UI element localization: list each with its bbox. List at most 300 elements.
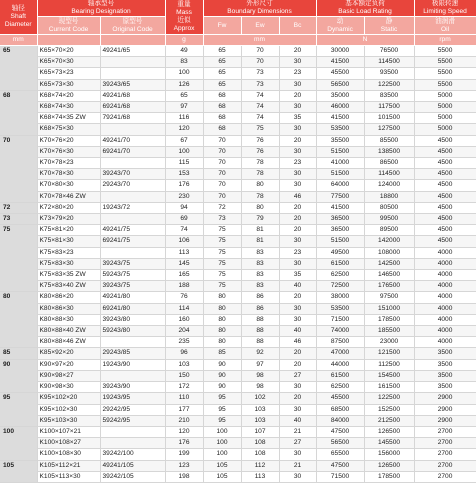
- bc: 30: [279, 404, 316, 415]
- static-load: 152500: [364, 404, 414, 415]
- ew: 112: [241, 460, 279, 471]
- mass: 199: [165, 449, 203, 460]
- ew: 83: [241, 247, 279, 258]
- speed-header: 极限转速 Limiting Speed: [414, 0, 476, 17]
- ew: 97: [241, 359, 279, 370]
- original-code: 69241/70: [100, 146, 165, 157]
- bc: 27: [279, 370, 316, 381]
- table-row: [0, 102, 476, 113]
- mass: 115: [165, 158, 203, 169]
- bc: 30: [279, 382, 316, 393]
- current-code: K65×73×23: [37, 68, 100, 79]
- dynamic-load: 74000: [316, 326, 364, 337]
- fw: 65: [203, 57, 241, 68]
- dims-unit: mm: [203, 35, 316, 46]
- ew: 88: [241, 314, 279, 325]
- table-row: [0, 68, 476, 79]
- dynamic-load: 84000: [316, 415, 364, 426]
- fw: 70: [203, 158, 241, 169]
- mass: 114: [165, 303, 203, 314]
- table-row: [0, 460, 476, 471]
- static-load: 178500: [364, 314, 414, 325]
- dynamic-load: 46000: [316, 102, 364, 113]
- dynamic-load: 56500: [316, 79, 364, 90]
- current-code: K80×86×20: [37, 292, 100, 303]
- original-code-header: 原型号 Original Code: [100, 17, 165, 35]
- original-code: [100, 438, 165, 449]
- original-code: [100, 68, 165, 79]
- original-code: 29243/70: [100, 180, 165, 191]
- static-load: 126500: [364, 426, 414, 437]
- bc: 20: [279, 202, 316, 213]
- original-code: 39243/70: [100, 169, 165, 180]
- limiting-speed: 3500: [414, 348, 476, 359]
- bc: 30: [279, 236, 316, 247]
- table-row: [0, 270, 476, 281]
- mass: 176: [165, 180, 203, 191]
- limiting-speed: 2700: [414, 460, 476, 471]
- shaft-unit: mm: [0, 35, 37, 46]
- original-code: 69241/75: [100, 236, 165, 247]
- limiting-speed: 4000: [414, 292, 476, 303]
- mass: 83: [165, 57, 203, 68]
- current-code: K90×98×30: [37, 382, 100, 393]
- mass: 165: [165, 270, 203, 281]
- mass: 177: [165, 404, 203, 415]
- bc: 35: [279, 270, 316, 281]
- limiting-speed: 2700: [414, 438, 476, 449]
- limiting-speed: 2700: [414, 449, 476, 460]
- original-code: 39243/65: [100, 79, 165, 90]
- static-load: 85500: [364, 135, 414, 146]
- static-load: 114500: [364, 169, 414, 180]
- original-code: [100, 124, 165, 135]
- mass-header: 重量 Mass 近似 Approx: [165, 0, 203, 35]
- shaft-diameter: 72: [0, 202, 37, 213]
- table-row: [0, 281, 476, 292]
- fw: 90: [203, 359, 241, 370]
- current-code: K95×102×20: [37, 393, 100, 404]
- limiting-speed: 4500: [414, 169, 476, 180]
- current-code: K70×78×46 ZW: [37, 191, 100, 202]
- limiting-speed: 4500: [414, 202, 476, 213]
- mass: 120: [165, 426, 203, 437]
- limiting-speed: 4000: [414, 337, 476, 348]
- fw: 75: [203, 270, 241, 281]
- fw: 85: [203, 348, 241, 359]
- original-code: 39243/90: [100, 382, 165, 393]
- bc: 30: [279, 124, 316, 135]
- limiting-speed: 2700: [414, 426, 476, 437]
- limiting-speed: 4500: [414, 225, 476, 236]
- mass: 69: [165, 214, 203, 225]
- ew: 80: [241, 202, 279, 213]
- current-code: K65×73×30: [37, 79, 100, 90]
- dynamic-load: 49500: [316, 247, 364, 258]
- fw: 70: [203, 180, 241, 191]
- dynamic-load: 41500: [316, 202, 364, 213]
- dynamic-load: 65500: [316, 449, 364, 460]
- dims-header: 外形尺寸 Boundary Dimensions: [203, 0, 316, 17]
- current-code: K70×80×30: [37, 180, 100, 191]
- ew: 103: [241, 415, 279, 426]
- current-code: K80×88×40 ZW: [37, 326, 100, 337]
- shaft-diameter: 90: [0, 359, 37, 393]
- original-code: 29243/85: [100, 348, 165, 359]
- static-header: 静 Static: [364, 17, 414, 35]
- ew: 98: [241, 370, 279, 381]
- bc: 30: [279, 79, 316, 90]
- table-row: [0, 258, 476, 269]
- mass: 106: [165, 236, 203, 247]
- bc-header: Bc: [279, 17, 316, 35]
- table-body: [0, 46, 476, 483]
- static-load: 146500: [364, 270, 414, 281]
- table-row: [0, 359, 476, 370]
- table-row: [0, 191, 476, 202]
- current-code: K65×70×20: [37, 46, 100, 57]
- static-load: 89500: [364, 225, 414, 236]
- fw: 70: [203, 146, 241, 157]
- oil-header: 油润滑 Oil: [414, 17, 476, 35]
- fw: 90: [203, 370, 241, 381]
- ew: 78: [241, 169, 279, 180]
- ew: 79: [241, 214, 279, 225]
- current-code: K75×83×35 ZW: [37, 270, 100, 281]
- static-load: 142500: [364, 258, 414, 269]
- bc: 46: [279, 191, 316, 202]
- fw: 95: [203, 415, 241, 426]
- static-load: 185500: [364, 326, 414, 337]
- dynamic-load: 51500: [316, 169, 364, 180]
- mass: 113: [165, 247, 203, 258]
- table-row: [0, 415, 476, 426]
- mass: 100: [165, 146, 203, 157]
- fw: 95: [203, 393, 241, 404]
- dynamic-load: 36500: [316, 225, 364, 236]
- bc: 30: [279, 303, 316, 314]
- mass: 94: [165, 202, 203, 213]
- fw: 105: [203, 471, 241, 482]
- table-row: [0, 337, 476, 348]
- ew: 81: [241, 236, 279, 247]
- ew: 83: [241, 281, 279, 292]
- ew: 83: [241, 258, 279, 269]
- current-code: K100×107×21: [37, 426, 100, 437]
- shaft-diameter: 73: [0, 214, 37, 225]
- fw: 70: [203, 191, 241, 202]
- fw: 65: [203, 79, 241, 90]
- table-row: [0, 292, 476, 303]
- table-row: [0, 471, 476, 482]
- shaft-diameter: 65: [0, 46, 37, 91]
- ew: 73: [241, 79, 279, 90]
- static-load: 127500: [364, 124, 414, 135]
- ew: 102: [241, 393, 279, 404]
- dynamic-load: 35500: [316, 135, 364, 146]
- current-code: K75×83×30: [37, 258, 100, 269]
- dynamic-load: 47500: [316, 426, 364, 437]
- current-code: K70×76×30: [37, 146, 100, 157]
- original-code: 39243/75: [100, 258, 165, 269]
- bc: 30: [279, 102, 316, 113]
- static-load: 124000: [364, 180, 414, 191]
- ew: 108: [241, 449, 279, 460]
- static-load: 80500: [364, 202, 414, 213]
- dynamic-load: 51500: [316, 236, 364, 247]
- bc: 23: [279, 158, 316, 169]
- mass: 198: [165, 471, 203, 482]
- current-code: K70×78×23: [37, 158, 100, 169]
- fw: 65: [203, 46, 241, 57]
- original-code: [100, 247, 165, 258]
- table-row: [0, 158, 476, 169]
- bc: 20: [279, 393, 316, 404]
- fw: 100: [203, 426, 241, 437]
- mass: 110: [165, 393, 203, 404]
- bc: 23: [279, 247, 316, 258]
- bc: 21: [279, 426, 316, 437]
- table-row: [0, 326, 476, 337]
- static-load: 99500: [364, 214, 414, 225]
- mass: 74: [165, 225, 203, 236]
- current-code: K75×81×30: [37, 236, 100, 247]
- original-code: 69241/80: [100, 303, 165, 314]
- shaft-diameter: 70: [0, 135, 37, 202]
- static-load: 108000: [364, 247, 414, 258]
- original-code: 49241/75: [100, 225, 165, 236]
- table-row: [0, 303, 476, 314]
- limiting-speed: 4000: [414, 326, 476, 337]
- current-code: K68×74×30: [37, 102, 100, 113]
- fw: 90: [203, 382, 241, 393]
- dynamic-load: 45500: [316, 393, 364, 404]
- current-code: K85×92×20: [37, 348, 100, 359]
- original-code: 49241/105: [100, 460, 165, 471]
- ew: 74: [241, 102, 279, 113]
- shaft-diameter: 80: [0, 292, 37, 348]
- dynamic-load: 87500: [316, 337, 364, 348]
- fw: 68: [203, 124, 241, 135]
- fw: 80: [203, 337, 241, 348]
- bc: 20: [279, 292, 316, 303]
- limiting-speed: 2700: [414, 471, 476, 482]
- static-load: 138500: [364, 146, 414, 157]
- mass: 100: [165, 68, 203, 79]
- limiting-speed: 5500: [414, 68, 476, 79]
- current-code: K90×98×27: [37, 370, 100, 381]
- dynamic-load: 36500: [316, 214, 364, 225]
- static-load: 122500: [364, 79, 414, 90]
- dynamic-load: 41000: [316, 158, 364, 169]
- ew: 113: [241, 471, 279, 482]
- ew: 76: [241, 135, 279, 146]
- dynamic-load: 56500: [316, 438, 364, 449]
- original-code: 69241/68: [100, 102, 165, 113]
- ew: 70: [241, 46, 279, 57]
- table-row: [0, 113, 476, 124]
- mass: 103: [165, 359, 203, 370]
- dynamic-load: 62500: [316, 382, 364, 393]
- current-code: K100×108×30: [37, 449, 100, 460]
- mass: 123: [165, 460, 203, 471]
- static-load: 145500: [364, 438, 414, 449]
- ew: 88: [241, 337, 279, 348]
- limiting-speed: 3500: [414, 370, 476, 381]
- static-load: 18800: [364, 191, 414, 202]
- current-code-header: 现型号 Current Code: [37, 17, 100, 35]
- mass: 97: [165, 102, 203, 113]
- table-row: [0, 393, 476, 404]
- original-code-unit: [100, 35, 165, 46]
- dynamic-load: 47000: [316, 348, 364, 359]
- limiting-speed: 4500: [414, 214, 476, 225]
- bc: 20: [279, 90, 316, 101]
- bc: 30: [279, 314, 316, 325]
- dynamic-load: 53500: [316, 303, 364, 314]
- mass: 235: [165, 337, 203, 348]
- ew: 74: [241, 90, 279, 101]
- fw: 75: [203, 236, 241, 247]
- original-code: 19243/90: [100, 359, 165, 370]
- ew: 78: [241, 158, 279, 169]
- static-load: 23000: [364, 337, 414, 348]
- dynamic-load: 51500: [316, 146, 364, 157]
- mass: 150: [165, 370, 203, 381]
- table-row: [0, 438, 476, 449]
- limiting-speed: 4500: [414, 180, 476, 191]
- bc: 20: [279, 359, 316, 370]
- limiting-speed: 5000: [414, 102, 476, 113]
- original-code: 39243/75: [100, 281, 165, 292]
- current-code: K65×70×30: [37, 57, 100, 68]
- static-load: 156000: [364, 449, 414, 460]
- table-row: [0, 404, 476, 415]
- static-load: 117500: [364, 102, 414, 113]
- static-load: 86500: [364, 158, 414, 169]
- dynamic-load: 47500: [316, 460, 364, 471]
- original-code: [100, 426, 165, 437]
- limiting-speed: 4500: [414, 146, 476, 157]
- original-code: 19243/72: [100, 202, 165, 213]
- fw: 68: [203, 90, 241, 101]
- ew: 103: [241, 404, 279, 415]
- ew: 88: [241, 326, 279, 337]
- original-code: 39242/100: [100, 449, 165, 460]
- bc: 30: [279, 449, 316, 460]
- static-load: 126500: [364, 460, 414, 471]
- mass: 204: [165, 326, 203, 337]
- ew: 73: [241, 68, 279, 79]
- current-code: K80×88×30: [37, 314, 100, 325]
- ew: 75: [241, 124, 279, 135]
- ew: 81: [241, 225, 279, 236]
- table-row: [0, 46, 476, 57]
- current-code: K95×103×30: [37, 415, 100, 426]
- limiting-speed: 4500: [414, 158, 476, 169]
- fw: 68: [203, 102, 241, 113]
- dynamic-load: 77500: [316, 191, 364, 202]
- bc: 23: [279, 68, 316, 79]
- bc: 20: [279, 225, 316, 236]
- limiting-speed: 2900: [414, 415, 476, 426]
- original-code: 79241/68: [100, 113, 165, 124]
- limiting-speed: 5000: [414, 124, 476, 135]
- fw: 95: [203, 404, 241, 415]
- bc: 20: [279, 46, 316, 57]
- dynamic-load: 41500: [316, 57, 364, 68]
- ew-header: Ew: [241, 17, 279, 35]
- current-code: K80×86×30: [37, 303, 100, 314]
- original-code: [100, 57, 165, 68]
- original-code: 49241/80: [100, 292, 165, 303]
- table-row: [0, 202, 476, 213]
- table-row: [0, 146, 476, 157]
- limiting-speed: 3500: [414, 382, 476, 393]
- static-load: 97500: [364, 292, 414, 303]
- limiting-speed: 4500: [414, 236, 476, 247]
- mass-unit: g: [165, 35, 203, 46]
- original-code: 49241/65: [100, 46, 165, 57]
- dynamic-load: 72500: [316, 281, 364, 292]
- limiting-speed: 5000: [414, 113, 476, 124]
- ew: 86: [241, 292, 279, 303]
- dynamic-load: 45500: [316, 68, 364, 79]
- mass: 188: [165, 281, 203, 292]
- bc: 40: [279, 281, 316, 292]
- shaft-diameter: 95: [0, 393, 37, 427]
- static-load: 83500: [364, 90, 414, 101]
- table-row: [0, 236, 476, 247]
- limiting-speed: 5500: [414, 79, 476, 90]
- bc: 30: [279, 146, 316, 157]
- bc: 20: [279, 348, 316, 359]
- ew: 83: [241, 270, 279, 281]
- limiting-speed: 4000: [414, 314, 476, 325]
- current-code: K70×76×20: [37, 135, 100, 146]
- ew: 98: [241, 382, 279, 393]
- load-unit: N: [316, 35, 414, 46]
- shaft-header: 轴径 Shaft Diameter: [0, 0, 37, 35]
- static-load: 76500: [364, 46, 414, 57]
- ew: 74: [241, 113, 279, 124]
- original-code: 59243/80: [100, 326, 165, 337]
- table-row: [0, 169, 476, 180]
- table-row: [0, 214, 476, 225]
- fw: 100: [203, 449, 241, 460]
- mass: 210: [165, 415, 203, 426]
- dynamic-header: 动 Dynamic: [316, 17, 364, 35]
- bearing-header: 轴承型号 Bearing Designation: [37, 0, 165, 17]
- bc: 40: [279, 326, 316, 337]
- original-code: [100, 191, 165, 202]
- dynamic-load: 62500: [316, 270, 364, 281]
- static-load: 114500: [364, 57, 414, 68]
- limiting-speed: 5500: [414, 46, 476, 57]
- dynamic-load: 61500: [316, 370, 364, 381]
- ew: 86: [241, 303, 279, 314]
- bc: 20: [279, 214, 316, 225]
- mass: 76: [165, 292, 203, 303]
- current-code: K80×88×46 ZW: [37, 337, 100, 348]
- mass: 153: [165, 169, 203, 180]
- current-code-unit: [37, 35, 100, 46]
- fw: 100: [203, 438, 241, 449]
- bc: 27: [279, 438, 316, 449]
- mass: 160: [165, 314, 203, 325]
- limiting-speed: 4000: [414, 258, 476, 269]
- static-load: 121500: [364, 348, 414, 359]
